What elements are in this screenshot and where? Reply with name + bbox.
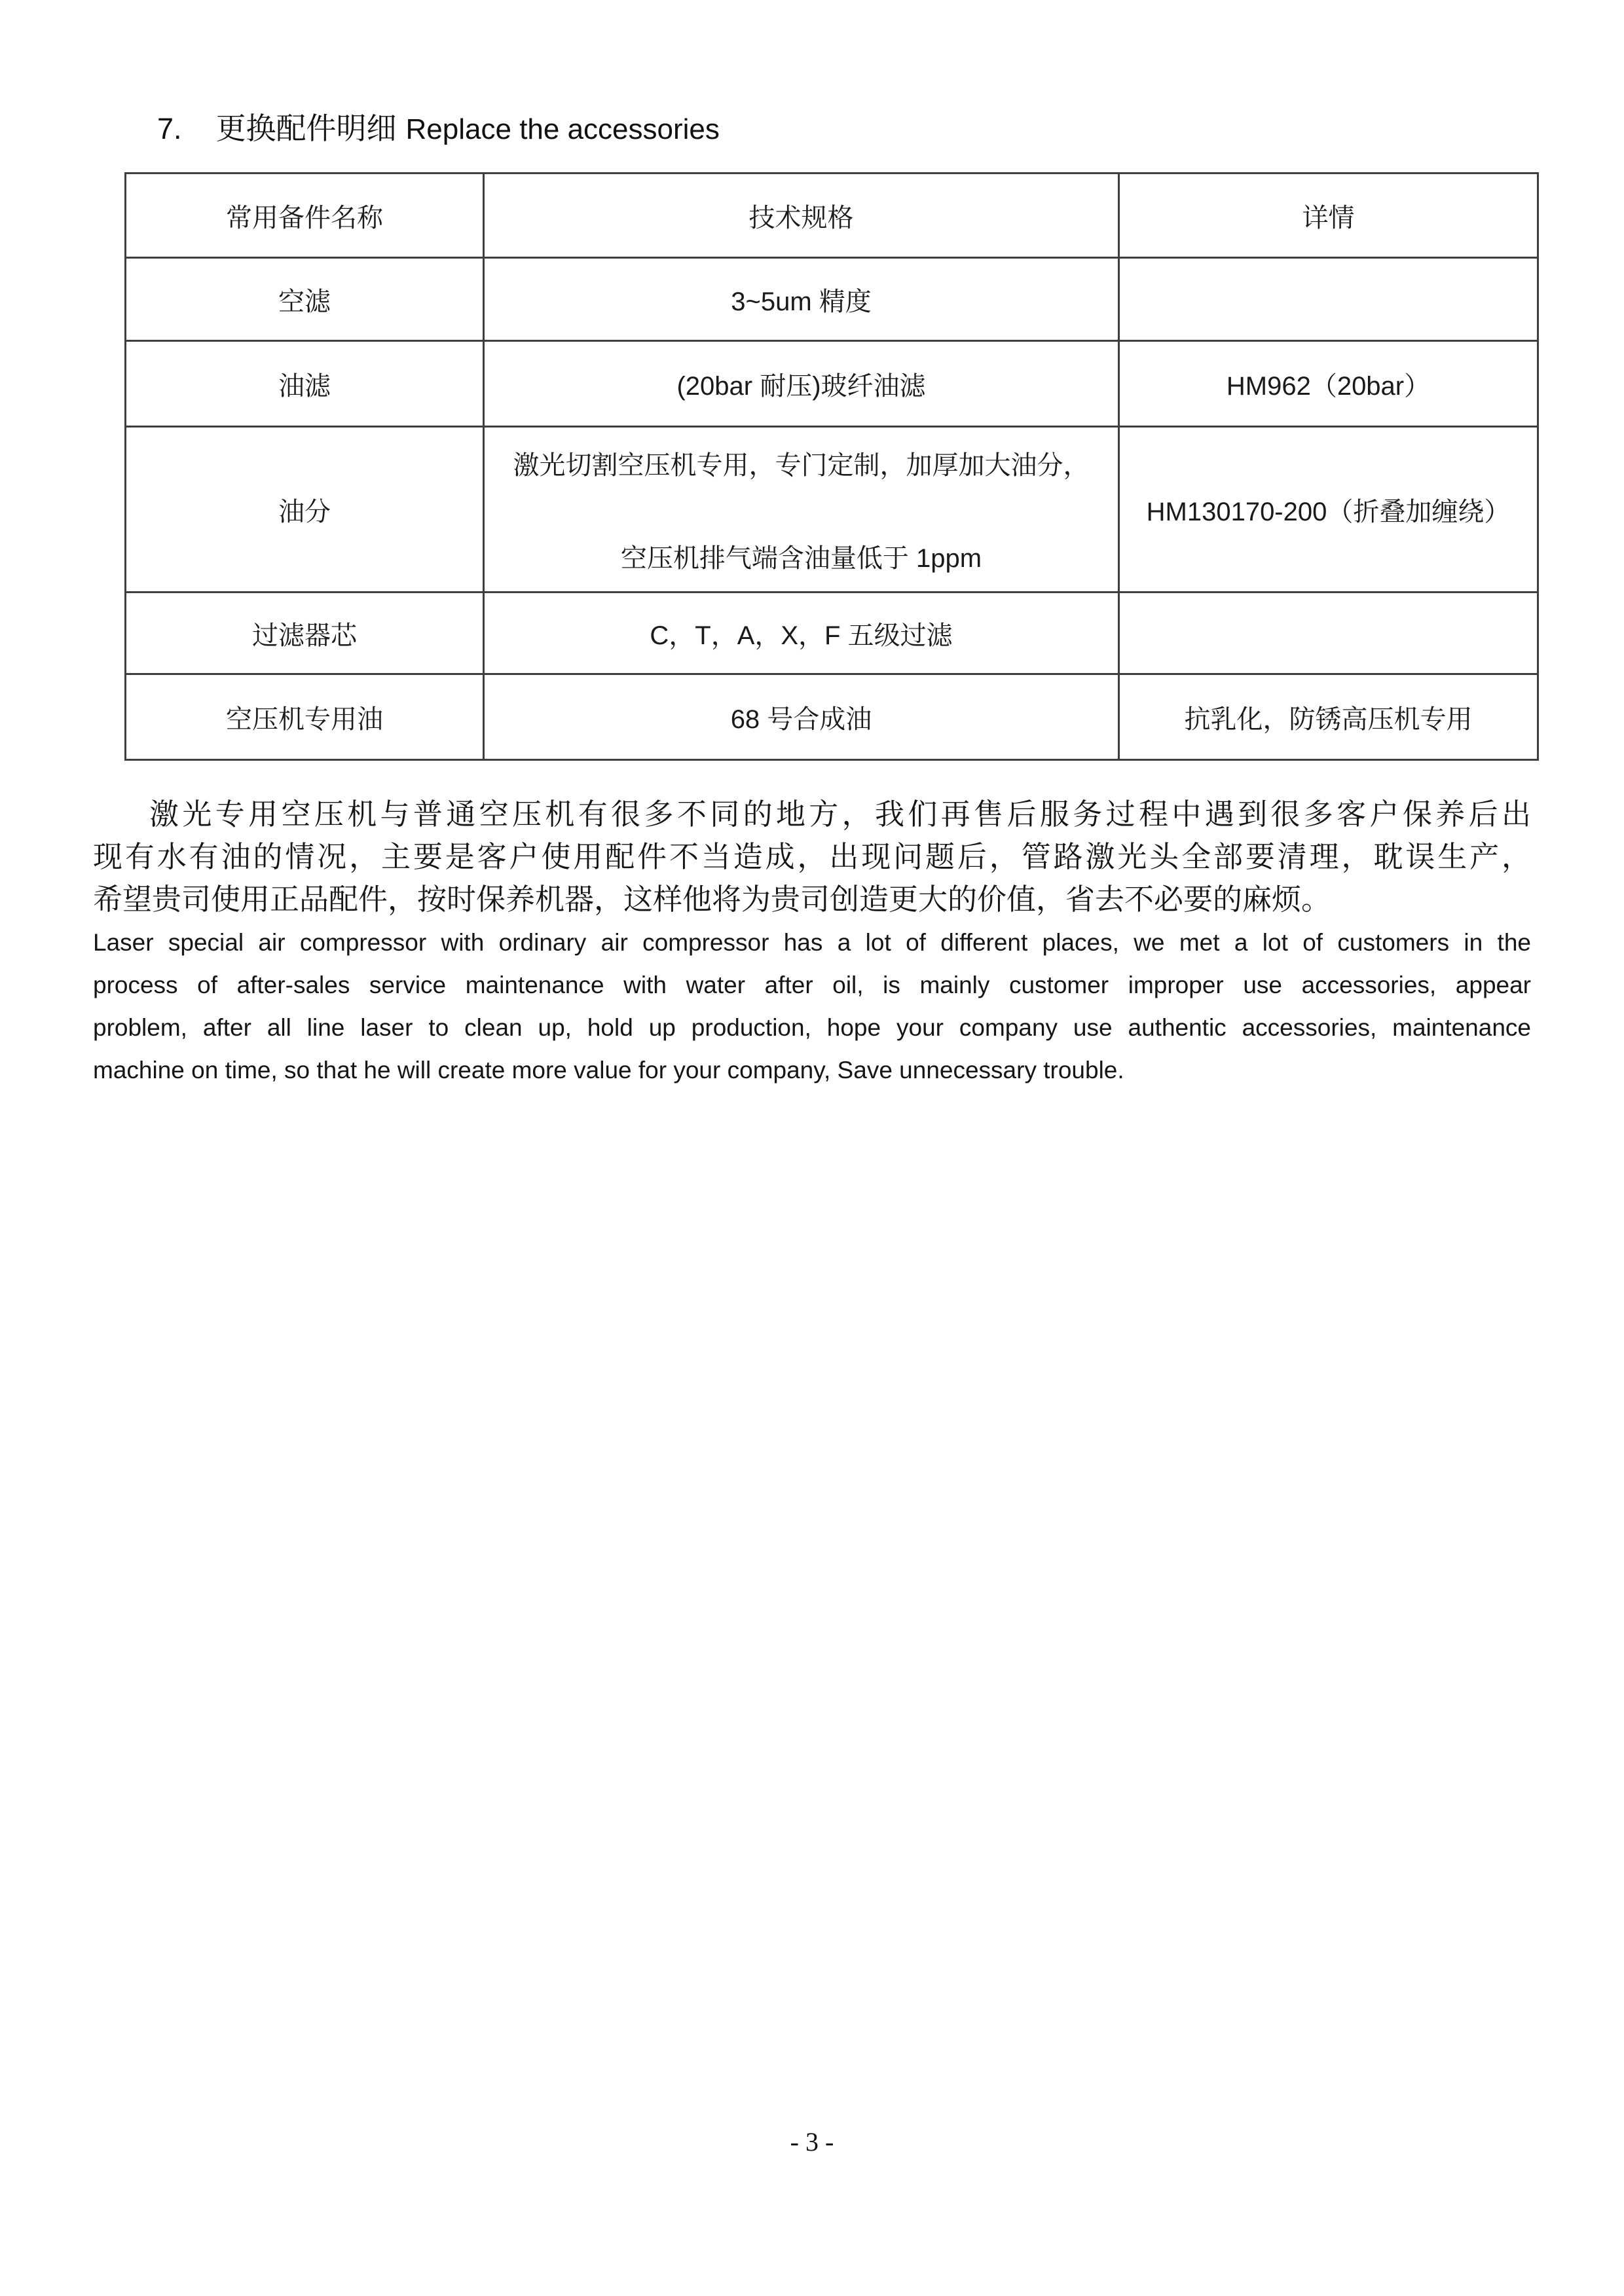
table-row [126, 427, 1538, 592]
table-row [126, 341, 1538, 427]
cell-part-name: 空滤 [126, 258, 484, 341]
section-number: 7. [157, 112, 182, 145]
paragraph-chinese-line: 现有水有油的情况，主要是客户使用配件不当造成，出现问题后，管路激光头全部要清理，耽误生产， [93, 841, 1531, 873]
header-part-name: 常用备件名称 [126, 173, 484, 258]
cell-part-name: 油分 [126, 427, 484, 592]
cell-spec: 68 号合成油 [484, 674, 1119, 760]
paragraph-english-line: Laser special air compressor with ordinary air compressor has a lot of different places, we met a lot of customers in the [93, 929, 1531, 956]
cell-part-name: 过滤器芯 [126, 592, 484, 674]
cell-spec [484, 427, 1119, 592]
cell-detail: HM130170-200（折叠加缠绕） [1119, 427, 1538, 592]
cell-spec: C，T，A，X，F 五级过滤 [484, 592, 1119, 674]
cell-detail: HM962（20bar） [1119, 341, 1538, 427]
cell-part-name: 空压机专用油 [126, 674, 484, 760]
page-number: - 3 - [790, 2127, 834, 2157]
paragraph-english-line: machine on time, so that he will create more value for your company, Save unnecessary trouble. [93, 1057, 1124, 1084]
cell-detail [1119, 592, 1538, 674]
body-paragraphs [93, 793, 1531, 1091]
cell-part-name: 油滤 [126, 341, 484, 427]
cell-detail [1119, 258, 1538, 341]
table-row [126, 674, 1538, 760]
table-row [126, 258, 1538, 341]
section-title-english: Replace the accessories [405, 113, 720, 145]
header-detail: 详情 [1119, 173, 1538, 258]
cell-detail: 抗乳化，防锈高压机专用 [1119, 674, 1538, 760]
paragraph-english-line: process of after-sales service maintenance with water after oil, is mainly customer improper use accessories, appear [93, 972, 1531, 998]
cell-spec: (20bar 耐压)玻纤油滤 [484, 341, 1119, 427]
spec-line-2: 空压机排气端含油量低于 1ppm [620, 543, 982, 573]
table-row [126, 592, 1538, 674]
paragraph-english-line: problem, after all line laser to clean up, hold up production, hope your company use authentic accessories, maintenance [93, 1014, 1531, 1041]
spec-line-1: 激光切割空压机专用，专门定制，加厚加大油分， [513, 450, 1090, 480]
table-header-row [126, 173, 1538, 258]
cell-spec: 3~5um 精度 [484, 258, 1119, 341]
paragraph-chinese-line: 希望贵司使用正品配件，按时保养机器，这样他将为贵司创造更大的价值，省去不必要的麻烦。 [93, 883, 1331, 916]
accessories-table [124, 172, 1537, 761]
section-title-chinese: 更换配件明细 [215, 112, 397, 145]
header-spec: 技术规格 [484, 173, 1119, 258]
paragraph-chinese-line: 激光专用空压机与普通空压机有很多不同的地方，我们再售后服务过程中遇到很多客户保养后出 [149, 798, 1531, 831]
section-heading [157, 105, 720, 148]
